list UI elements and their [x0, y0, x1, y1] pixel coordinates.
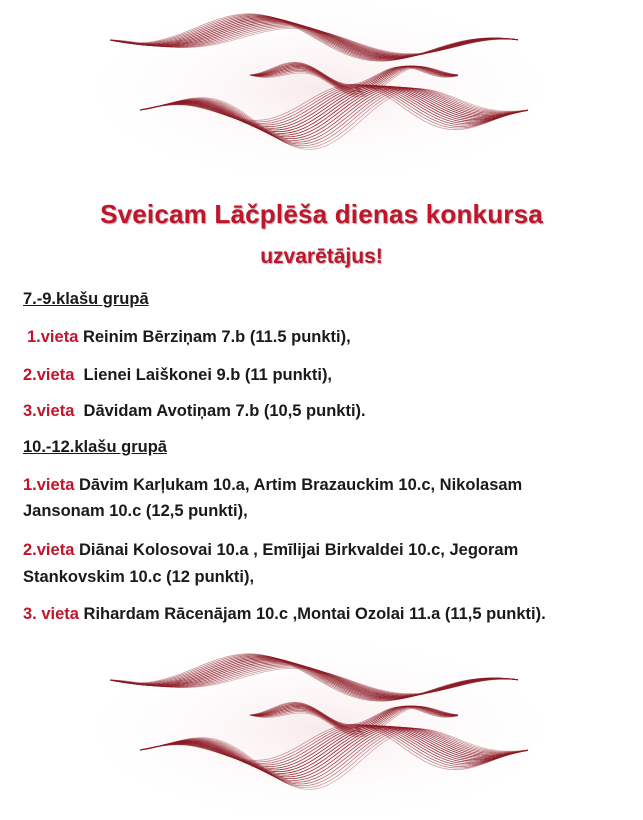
- result-text: Dāvim Karļukam 10.a, Artim Brazauckim 10.c, Nikolasam: [74, 476, 523, 494]
- place-label: 3.vieta: [23, 402, 75, 420]
- decorative-wave-bottom: [100, 640, 540, 815]
- result-item: [27, 328, 351, 347]
- result-text: Dāvidam Avotiņam 7.b (10,5 punkti).: [74, 402, 366, 420]
- result-item: [23, 605, 546, 624]
- result-item: [23, 541, 518, 560]
- place-label: 3. vieta: [23, 605, 79, 623]
- result-item: [23, 402, 366, 421]
- result-text-continued: Jansonam 10.c (12,5 punkti),: [23, 502, 248, 520]
- result-text: Diānai Kolosovai 10.a , Emīlijai Birkvaldei 10.c, Jegoram: [74, 541, 519, 559]
- result-text: Rihardam Rācenājam 10.c ,Montai Ozolai 11.a (11,5 punkti).: [78, 605, 546, 623]
- place-label: 1.vieta: [23, 476, 75, 494]
- result-text-continued: Stankovskim 10.c (12 punkti),: [23, 568, 255, 586]
- result-text: Reinim Bērziņam 7.b (11.5 punkti),: [78, 328, 351, 346]
- place-label: 1.vieta: [27, 328, 79, 346]
- result-item: [23, 366, 332, 385]
- decorative-wave-top: [100, 0, 540, 175]
- place-label: 2.vieta: [23, 541, 75, 559]
- page-title: Sveicam Lāčplēša dienas konkursa: [100, 199, 543, 229]
- page-subtitle: uzvarētājus!: [260, 245, 383, 268]
- place-label: 2.vieta: [23, 366, 75, 384]
- group-heading-10-12: 10.-12.klašu grupā: [23, 438, 167, 456]
- result-text: Lienei Laiškonei 9.b (11 punkti),: [74, 366, 333, 384]
- result-item: [23, 476, 522, 495]
- group-heading-7-9: 7.-9.klašu grupā: [23, 290, 149, 308]
